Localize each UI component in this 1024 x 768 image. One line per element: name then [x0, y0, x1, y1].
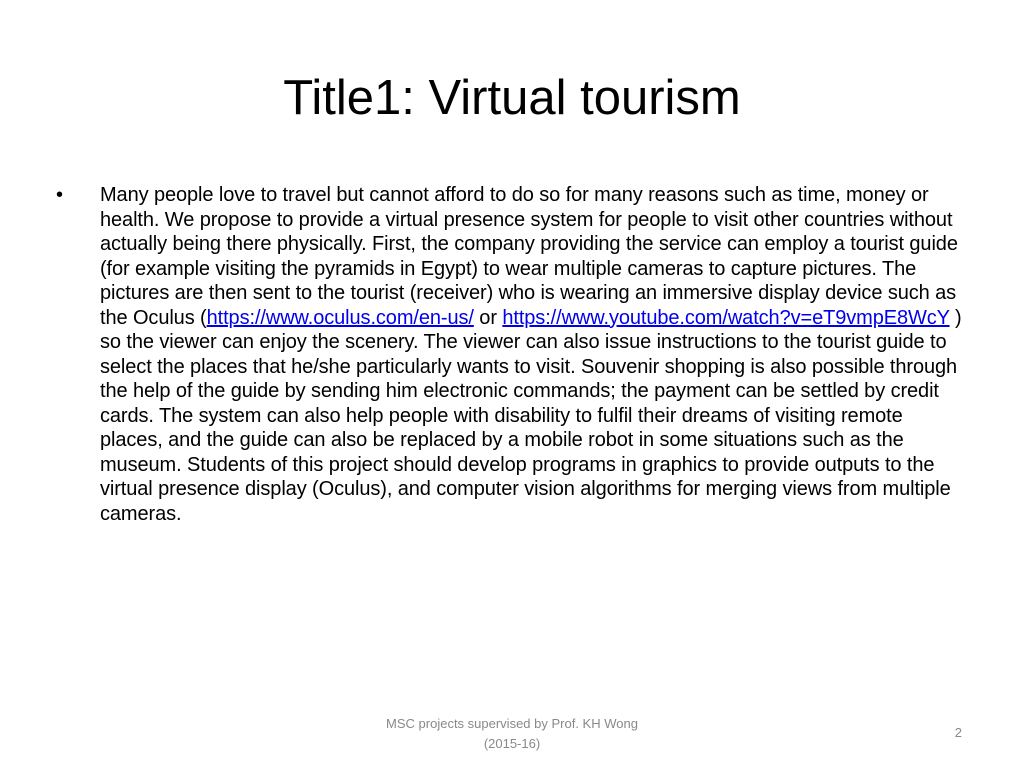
footer-line-1: MSC projects supervised by Prof. KH Wong — [386, 716, 638, 731]
youtube-link[interactable]: https://www.youtube.com/watch?v=eT9vmpE8WcY — [502, 306, 950, 329]
slide-title: Title1: Virtual tourism — [283, 71, 741, 125]
oculus-link[interactable]: https://www.oculus.com/en-us/ — [206, 306, 474, 329]
body-text-part-1: Many people love to travel but cannot afford to do so for many reasons such as time, money or health. We propose to provide a virtual presence system for people to visit other countries without actually being there physically. First, the company providing the service can employ a tourist guide (for example visiting the pyramids in Egypt) to wear multiple cameras to capture pictures. The pictures are then sent to the tourist (receiver) who is wearing an immersive display device such as the Oculus ( — [100, 184, 958, 329]
body-text-part-3: ) so the viewer can enjoy the scenery. The viewer can also issue instructions to the tourist guide to select the places that he/she particularly wants to visit. Souvenir shopping is also possible through the help of the guide by sending him electronic commands; the payment can be settled by credit cards. The system can also help people with disability to fulfil their dreams of visiting remote places, and the guide can also be replaced by a mobile robot in some situations such as the museum. Students of this project should develop programs in graphics to provide outputs to the virtual presence display (Oculus), and computer vision algorithms for merging views from multiple cameras. — [100, 306, 962, 525]
slide-footer — [312, 714, 712, 754]
bullet-icon: • — [56, 184, 64, 206]
slide-number: 2 — [954, 725, 962, 740]
body-text-part-2: or — [473, 306, 503, 329]
footer-line-2: (2015-16) — [483, 736, 541, 751]
bullet-paragraph — [100, 183, 968, 526]
